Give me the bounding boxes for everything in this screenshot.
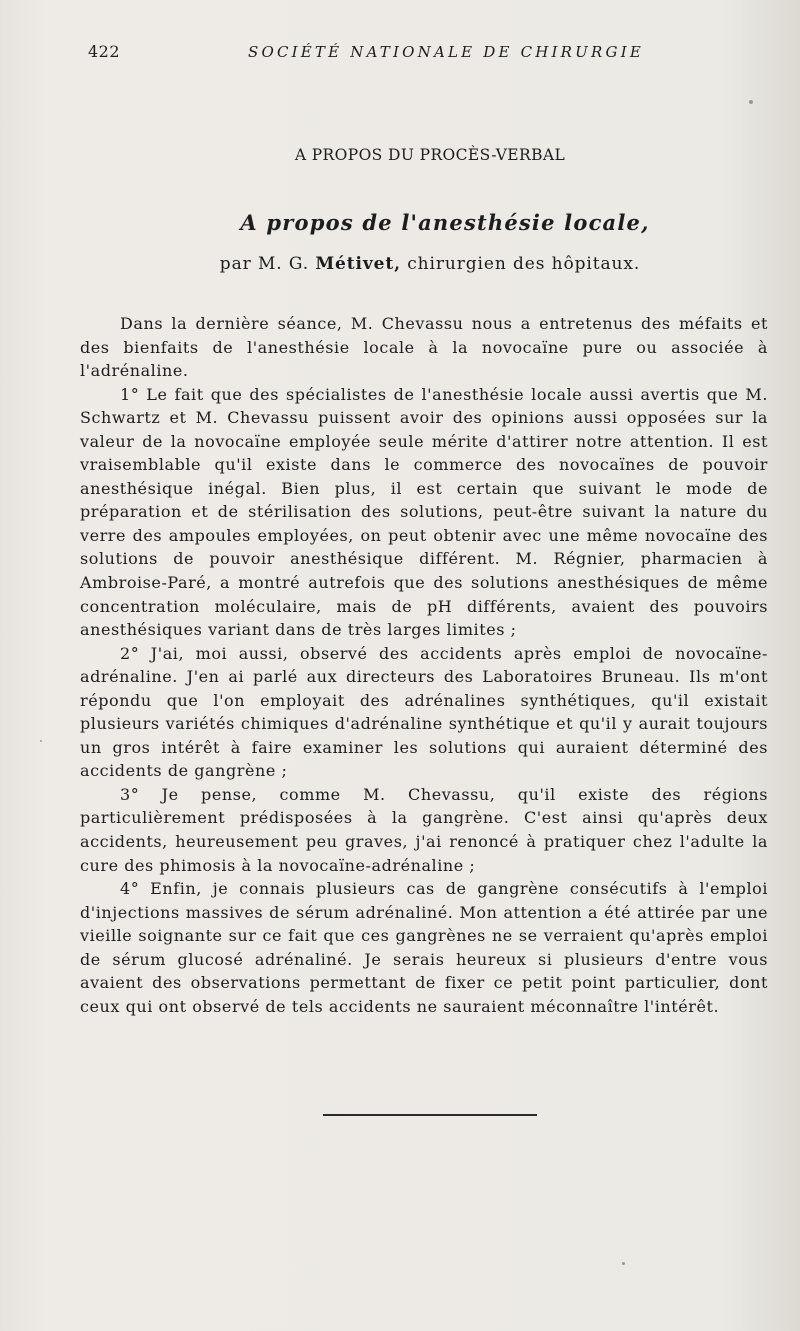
paper-speck: [622, 1262, 625, 1265]
section-heading: A PROPOS DU PROCÈS-VERBAL: [294, 146, 566, 164]
byline: [0, 254, 800, 274]
paragraph-point-3: 3° Je pense, comme M. Chevassu, qu'il existe des régions particulièrement prédisposées à la gangrène. C'est ainsi qu'après deux accidents, heureusement peu graves, j'ai renoncé à pratiquer chez l'adulte la cure des phimosis à la novocaïne-adrénaline ;: [80, 784, 768, 875]
paper-speck: [40, 740, 42, 742]
paragraph-point-4: 4° Enfin, je connais plusieurs cas de gangrène consécutifs à l'emploi d'injections massives de sérum adrénaliné. Mon attention a été attirée par une vieille soignante sur ce fait que ces gangrènes ne se verraient qu'après emploi de sérum glucosé adrénaliné. Je serais heureux si plusieurs d'entre vous avaient des observations permettant de fixer ce petit point particulier, dont ceux qui ont observé de tels accidents ne sauraient méconnaître l'intérêt.: [80, 879, 768, 1016]
article-title: A propos de l'anesthésie locale,: [240, 210, 650, 235]
journal-title: SOCIÉTÉ NATIONALE DE CHIRURGIE: [248, 43, 644, 61]
paragraph-intro: Dans la dernière séance, M. Chevassu nous a entretenus des méfaits et des bienfaits de l'anesthésie locale à la novocaïne pure ou associée à l'adrénaline.: [80, 314, 768, 381]
paragraph-point-2: 2° J'ai, moi aussi, observé des accidents après emploi de novocaïne-adrénaline. J'en ai parlé aux directeurs des Laboratoires Bruneau. Ils m'ont répondu que l'on employait des adrénalines synthétiques, qu'il existait plusieurs variétés chimiques d'adrénaline synthétique et qu'il y aurait toujours un gros intérêt à faire examiner les solutions qui auraient déterminé des accidents de gangrène ;: [80, 643, 768, 781]
article-body: [80, 312, 768, 1018]
page-number: 422: [88, 42, 121, 61]
paper-speck: [749, 100, 753, 104]
end-of-article-rule: [323, 1114, 537, 1116]
byline-prefix: par M. G.: [219, 254, 316, 274]
byline-suffix: chirurgien des hôpitaux.: [400, 254, 641, 274]
byline-author: Métivet,: [315, 254, 401, 274]
paragraph-point-1: 1° Le fait que des spécialistes de l'anesthésie locale aussi avertis que M. Schwartz et M. Chevassu puissent avoir des opinions aussi opposées sur la valeur de la novocaïne employée seule mérite d'attirer notre attention. Il est vraisemblable qu'il existe dans le commerce des novocaïnes de pouvoir anesthésique inégal. Bien plus, il est certain que suivant le mode de préparation et de stérilisation des solutions, peut-être suivant la nature du verre des ampoules employées, on peut obtenir avec une même novocaïne des solutions de pouvoir anesthésique différent. M. Régnier, pharmacien à Ambroise-Paré, a montré autrefois que des solutions anesthésiques de même concentration moléculaire, mais de pH différents, avaient des pouvoirs anesthésiques variant dans de très larges limites ;: [80, 384, 768, 640]
running-head: [88, 42, 768, 68]
